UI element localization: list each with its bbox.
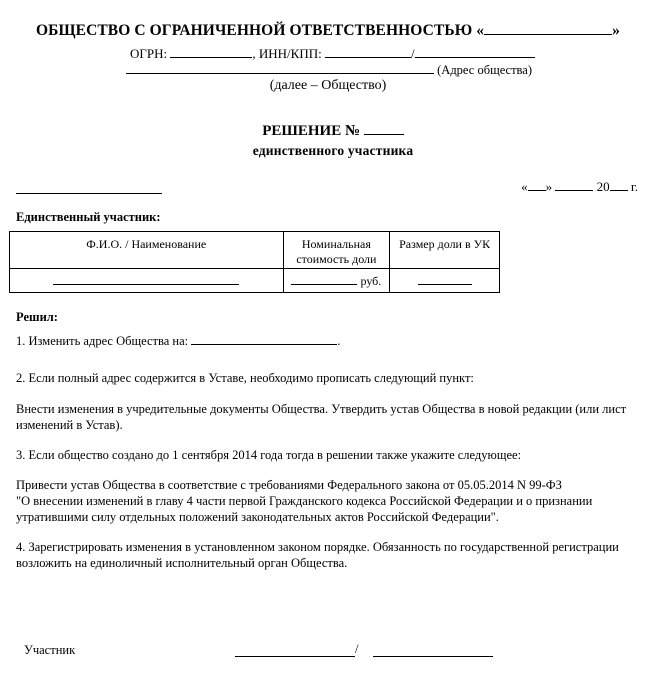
participant-heading: Единственный участник: [16,210,161,224]
table-row [10,269,500,293]
year-prefix: 20 [596,179,610,194]
new-address-blank [191,332,337,345]
address-blank [126,61,434,74]
nominal-blank [291,273,357,285]
place-line [16,181,162,194]
header-nominal-value: Номинальная стоимость доли [283,232,390,269]
ogrn-blank [170,45,252,58]
item-1-text: 1. Изменить адрес Общества на: [16,334,189,348]
header-share-size: Размер доли в УК [390,232,500,269]
signature-line [235,656,355,657]
shares-table [9,231,500,293]
decision-title [0,122,656,140]
cell-share [390,269,500,293]
share-blank [418,273,472,285]
company-prefix: ОБЩЕСТВО С ОГРАНИЧЕННОЙ ОТВЕТСТВЕННОСТЬЮ « [36,22,485,39]
inn-separator: / [410,46,415,61]
item-2-text: Внести изменения в учредительные документы Общества. Утвердить устав Общества в новой редакции (или лист изменений в Устав). [16,402,627,432]
signature-separator: / [355,642,359,656]
date-open-quote: « [521,179,528,194]
decision-label: РЕШЕНИЕ № [262,123,361,139]
ogrn-label: ОГРН: [130,46,168,61]
company-suffix: » [612,22,620,39]
date-line [521,178,638,195]
decision-number-blank [364,122,404,135]
year-suffix: г. [630,179,638,194]
signature-name-line [373,656,493,657]
item-2: 2. Если полный адрес содержится в Уставе, необходимо прописать следующий пункт: [16,371,474,385]
item-4: 4. Зарегистрировать изменения в установленном законом порядке. Обязанность по государственной регистрации возложить на единоличный исполнительный орган Общества. [16,540,619,570]
cell-nominal [283,269,390,293]
signature-label: Участник [24,643,76,657]
inn-blank [325,45,411,58]
year-blank [610,178,628,191]
item-3-text-line1: Привести устав Общества в соответствие с требованиями Федерального закона от 05.05.2014 N 99-ФЗ [16,478,562,492]
address-label: (Адрес общества) [437,63,533,77]
rub-suffix: руб. [360,273,382,288]
table-header-row [10,232,500,269]
name-blank [53,273,239,285]
further-referred: (далее – Общество) [269,78,387,93]
place-blank [16,181,162,199]
header-name: Ф.И.О. / Наименование [10,232,284,269]
ogrn-inn-line [130,45,535,62]
company-name-blank [484,22,612,35]
decided-heading: Решил: [16,310,58,324]
decision-subtitle: единственного участника [252,143,414,158]
company-name-line [0,22,656,40]
inn-label: , ИНН/КПП: [252,46,322,61]
date-close-quote: » [545,179,553,194]
kpp-blank [415,45,535,58]
item-3-text-line2: "О внесении изменений в главу 4 части первой Гражданского кодекса Российской Федерации и о признании утратившими силу отдельных положений законодательных актов Российской Федерации". [16,494,593,524]
item-1 [16,332,340,349]
month-blank [555,178,593,191]
item-3: 3. Если общество создано до 1 сентября 2014 года тогда в решении также укажите следующее: [16,448,522,462]
address-line [126,61,532,78]
item-1-suffix: . [337,334,341,348]
cell-name [10,269,284,293]
day-blank [528,178,546,191]
